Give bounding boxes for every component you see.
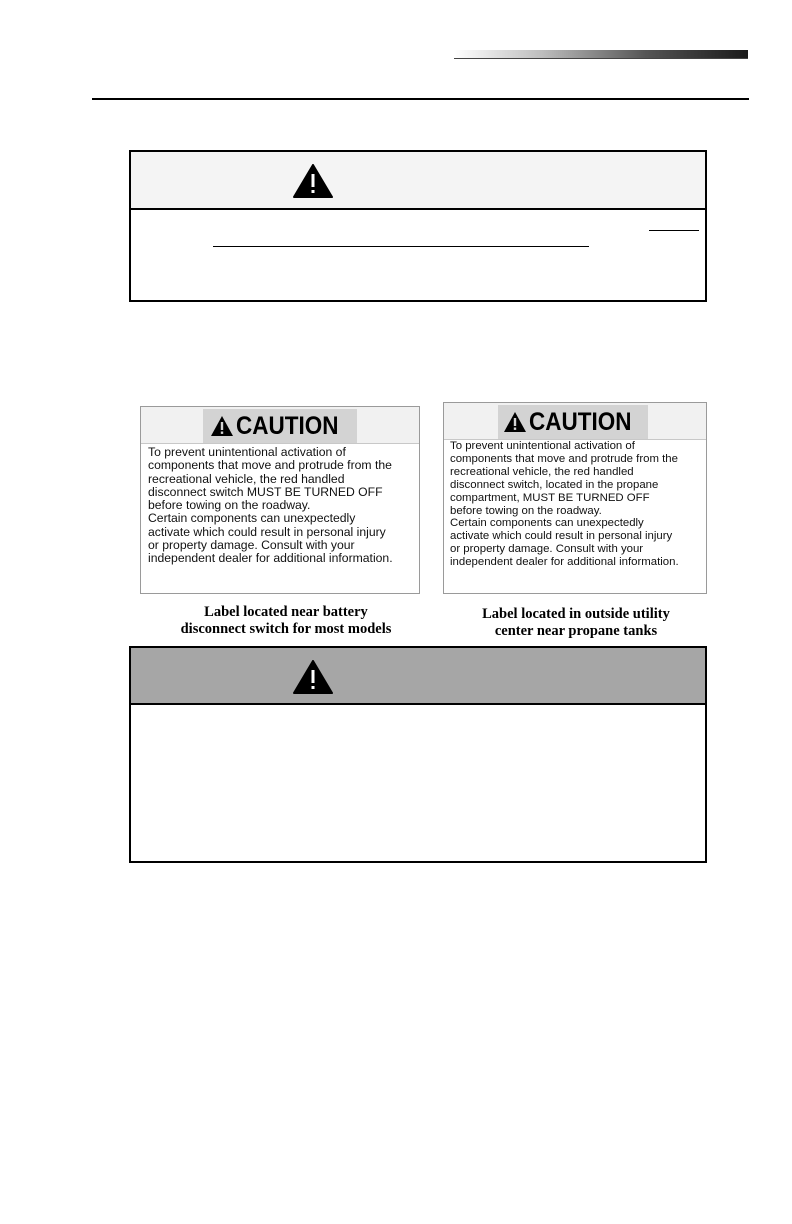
label-line: Certain components can unexpectedly [148,511,356,526]
caption-left [150,604,422,638]
caution-heading [498,405,648,439]
caption-line: disconnect switch for most models [180,621,392,637]
top-notice-header [131,152,705,210]
caution-heading-text: CAUTION [236,411,339,440]
header-rule [92,98,749,100]
header-bar-underline [454,58,748,59]
header-gradient-bar [454,50,748,58]
label-line: before towing on the roadway. [450,504,602,517]
label-line: or property damage. Consult with your [148,538,355,553]
label-line: components that move and protrude from the [450,452,678,465]
label-line: disconnect switch MUST BE TURNED OFF [148,484,383,499]
label-line: components that move and protrude from the [148,458,392,473]
caption-right [444,606,708,640]
label-line: To prevent unintentional activation of [450,440,635,452]
bottom-notice-box [129,646,707,863]
label-line: recreational vehicle, the red handled [148,471,345,486]
top-notice-box [129,150,707,302]
label-line: activate which could result in personal injury [450,530,673,543]
caption-line: Label located in outside utility [482,606,670,622]
label-line: To prevent unintentional activation of [148,445,346,459]
label-line: compartment, MUST BE TURNED OFF [450,491,650,504]
caution-triangle-icon [503,411,527,433]
label-line: or property damage. Consult with your [450,543,644,556]
top-notice-body [131,210,705,300]
warning-triangle-icon [293,164,333,198]
caution-label-right [443,402,707,594]
caution-heading [203,409,357,443]
label-line: independent dealer for additional information. [450,556,679,569]
label-line: independent dealer for additional information. [148,551,393,566]
underline-mark [649,230,699,231]
label-line: recreational vehicle, the red handled [450,465,634,478]
caution-heading-text: CAUTION [529,407,632,436]
caption-line: Label located near battery [204,604,368,620]
bottom-notice-header [131,648,705,705]
caption-line: center near propane tanks [494,623,658,639]
label-line: Certain components can unexpectedly [450,517,644,530]
underline-mark [213,246,589,247]
label-line: activate which could result in personal injury [148,524,386,539]
label-line: before towing on the roadway. [148,498,311,513]
label-body-text [450,440,679,569]
label-line: disconnect switch, located in the propane [450,478,659,491]
label-body-text [148,446,393,566]
bottom-notice-body [131,705,705,861]
caution-label-left [140,406,420,594]
caution-triangle-icon [210,415,234,437]
warning-triangle-icon [293,660,333,694]
